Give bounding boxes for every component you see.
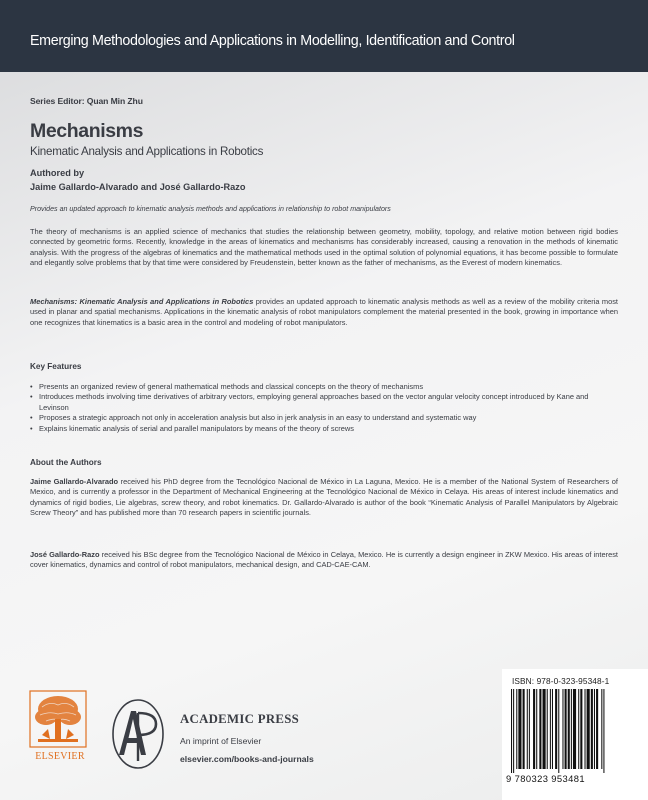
author-bio (30, 477, 618, 519)
barcode-bars (508, 689, 642, 773)
bullet-glyph: • (30, 382, 33, 391)
barcode-digits: 9 780323 953481 (506, 773, 585, 784)
description-paragraph-2 (30, 297, 618, 328)
list-item (30, 392, 618, 413)
list-item (30, 424, 618, 434)
feature-text: Explains kinematic analysis of serial and parallel manipulators by means of the theory of screws (39, 423, 355, 433)
authored-by-label: Authored by (30, 168, 85, 178)
list-item (30, 382, 618, 392)
about-authors-heading: About the Authors (30, 458, 102, 467)
isbn-label: ISBN: 978-0-323-95348-1 (512, 676, 610, 686)
key-features-heading: Key Features (30, 362, 82, 371)
book-title-reference: Mechanisms: Kinematic Analysis and Applications in Robotics (30, 297, 254, 306)
isbn-barcode (502, 669, 648, 800)
imprint-line: An imprint of Elsevier (180, 736, 262, 746)
series-editor: Series Editor: Quan Min Zhu (30, 96, 143, 106)
bullet-glyph: • (30, 413, 33, 423)
key-features-list (30, 382, 618, 434)
bio-text: received his PhD degree from the Tecnológico Nacional de México in La Laguna, Mexico. He is a member of the National System of Researchers of Mexico, and is currently a professor in the Department of Mechanical Engineering at the Tecnológico Nacional de México in Celaya. His areas of interest include kinematics and dynamics of rigid bodies, Lie algebras, screw theory, and robot kinematics. Dr. Gallardo-Alvarado is author of the book “Kinematic Analysis of Parallel Manipulators by Algebraic Screw Theory” and has published more than 70 research papers in scientific journals. (30, 477, 618, 518)
author-names: Jaime Gallardo-Alvarado and José Gallardo-Razo (30, 182, 246, 192)
paragraph-text: provides an updated approach to kinematic analysis methods as well as a review of the mobility criteria most used in planar and spatial mechanisms. Applications in the kinematic analysis of robot manipulators complement the material presented in the book, growing in importance when one recognizes that kinematics is a basic area in the control and modeling of robot manipulators. (30, 297, 618, 327)
author-name: José Gallardo-Razo (30, 550, 100, 559)
series-title: Emerging Methodologies and Applications in Modelling, Identification and Control (30, 33, 515, 49)
book-title: Mechanisms (30, 120, 144, 142)
list-item (30, 413, 618, 423)
author-name: Jaime Gallardo-Alvarado (30, 477, 119, 486)
academic-press-logo (110, 697, 166, 771)
feature-text: Presents an organized review of general mathematical methods and classical concepts on the theory of mechanisms (39, 382, 424, 391)
feature-text: Proposes a strategic approach not only in acceleration analysis but also in jerk analysis in an easy to understand and systematic way (39, 413, 477, 423)
description-paragraph: The theory of mechanisms is an applied science of mechanics that studies the relationship between geometry, mobility, topology, and relative motion between rigid bodies connected by geometric forms. Recently, knowledge in the areas of kinematics and mechanisms has considerably increased, causing a renovation in the methods of kinematic analysis. With the progress of the algebras of kinematics and the mathematical methods used in the optimal solution of polynomial equations, it has become possible to formulate and elegantly solve problems that by that time were considered by Freudenstein, better known as the father of mechanisms, as the Everest of modern kinematics. (30, 227, 618, 268)
series-banner (0, 0, 648, 72)
website-link[interactable]: elsevier.com/books-and-journals (180, 754, 314, 764)
bullet-glyph: • (30, 392, 33, 402)
elsevier-wordmark: ELSEVIER (35, 751, 85, 762)
book-subtitle: Kinematic Analysis and Applications in Robotics (30, 145, 264, 158)
tagline: Provides an updated approach to kinematic analysis methods and applications in relationship to robot manipulators (30, 205, 391, 213)
publisher-name: ACADEMIC PRESS (180, 712, 300, 726)
author-bio (30, 550, 618, 571)
feature-text: Introduces methods involving time derivatives of arbitrary vectors, employing general approaches based on the vector angular velocity concept introduced by Kane and Levinson (39, 392, 589, 412)
bullet-glyph: • (30, 423, 33, 433)
bio-text: received his BSc degree from the Tecnológico Nacional de México in Celaya, Mexico. He is currently a design engineer in ZKW Mexico. His areas of interest cover kinematics, dynamics and control of robot manipulators, mechanical design, and CAD-CAE-CAM. (30, 550, 618, 570)
